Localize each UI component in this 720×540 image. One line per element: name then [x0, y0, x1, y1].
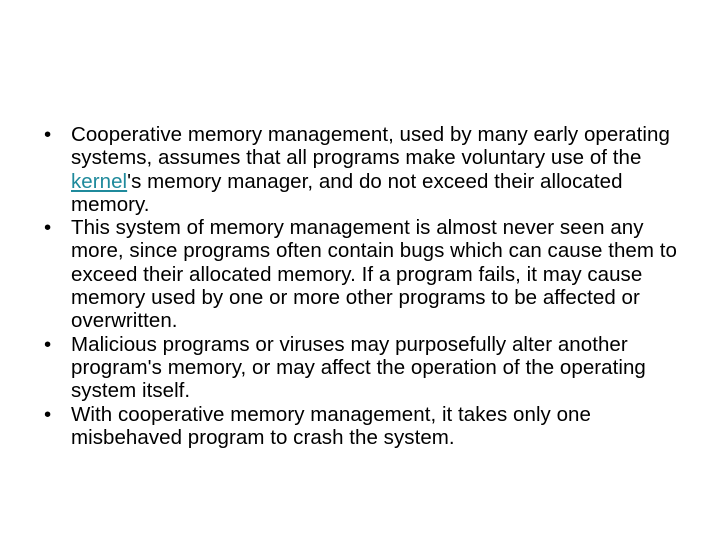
bullet-icon: •: [44, 402, 52, 426]
bullet-item-malicious-programs: [44, 333, 690, 403]
bullet-text-before-link: Cooperative memory management, used by many early operating systems, assumes that all programs make voluntary use of the: [71, 123, 670, 170]
bullet-text: This system of memory management is almost never seen any more, since programs often contain bugs which can cause them to exceed their allocated memory. If a program fails, it may cause memory used by one or more other programs to be affected or overwritten.: [71, 216, 677, 333]
bullet-icon: •: [44, 123, 52, 146]
bullet-text-after-link: 's memory manager, and do not exceed their allocated memory.: [71, 169, 623, 216]
kernel-link[interactable]: kernel: [71, 169, 128, 193]
bullet-icon: •: [44, 332, 52, 356]
bullet-item-single-misbehaved: [44, 403, 690, 450]
bullet-item-rarely-used: [44, 216, 690, 332]
bullet-item-cooperative-memory: [44, 123, 690, 216]
bullet-text: Malicious programs or viruses may purposefully alter another program's memory, or may affect the operation of the operating system itself.: [71, 332, 646, 403]
bullet-text: With cooperative memory management, it takes only one misbehaved program to crash the system.: [71, 402, 591, 449]
bullet-list: [44, 123, 690, 449]
bullet-icon: •: [44, 216, 52, 240]
